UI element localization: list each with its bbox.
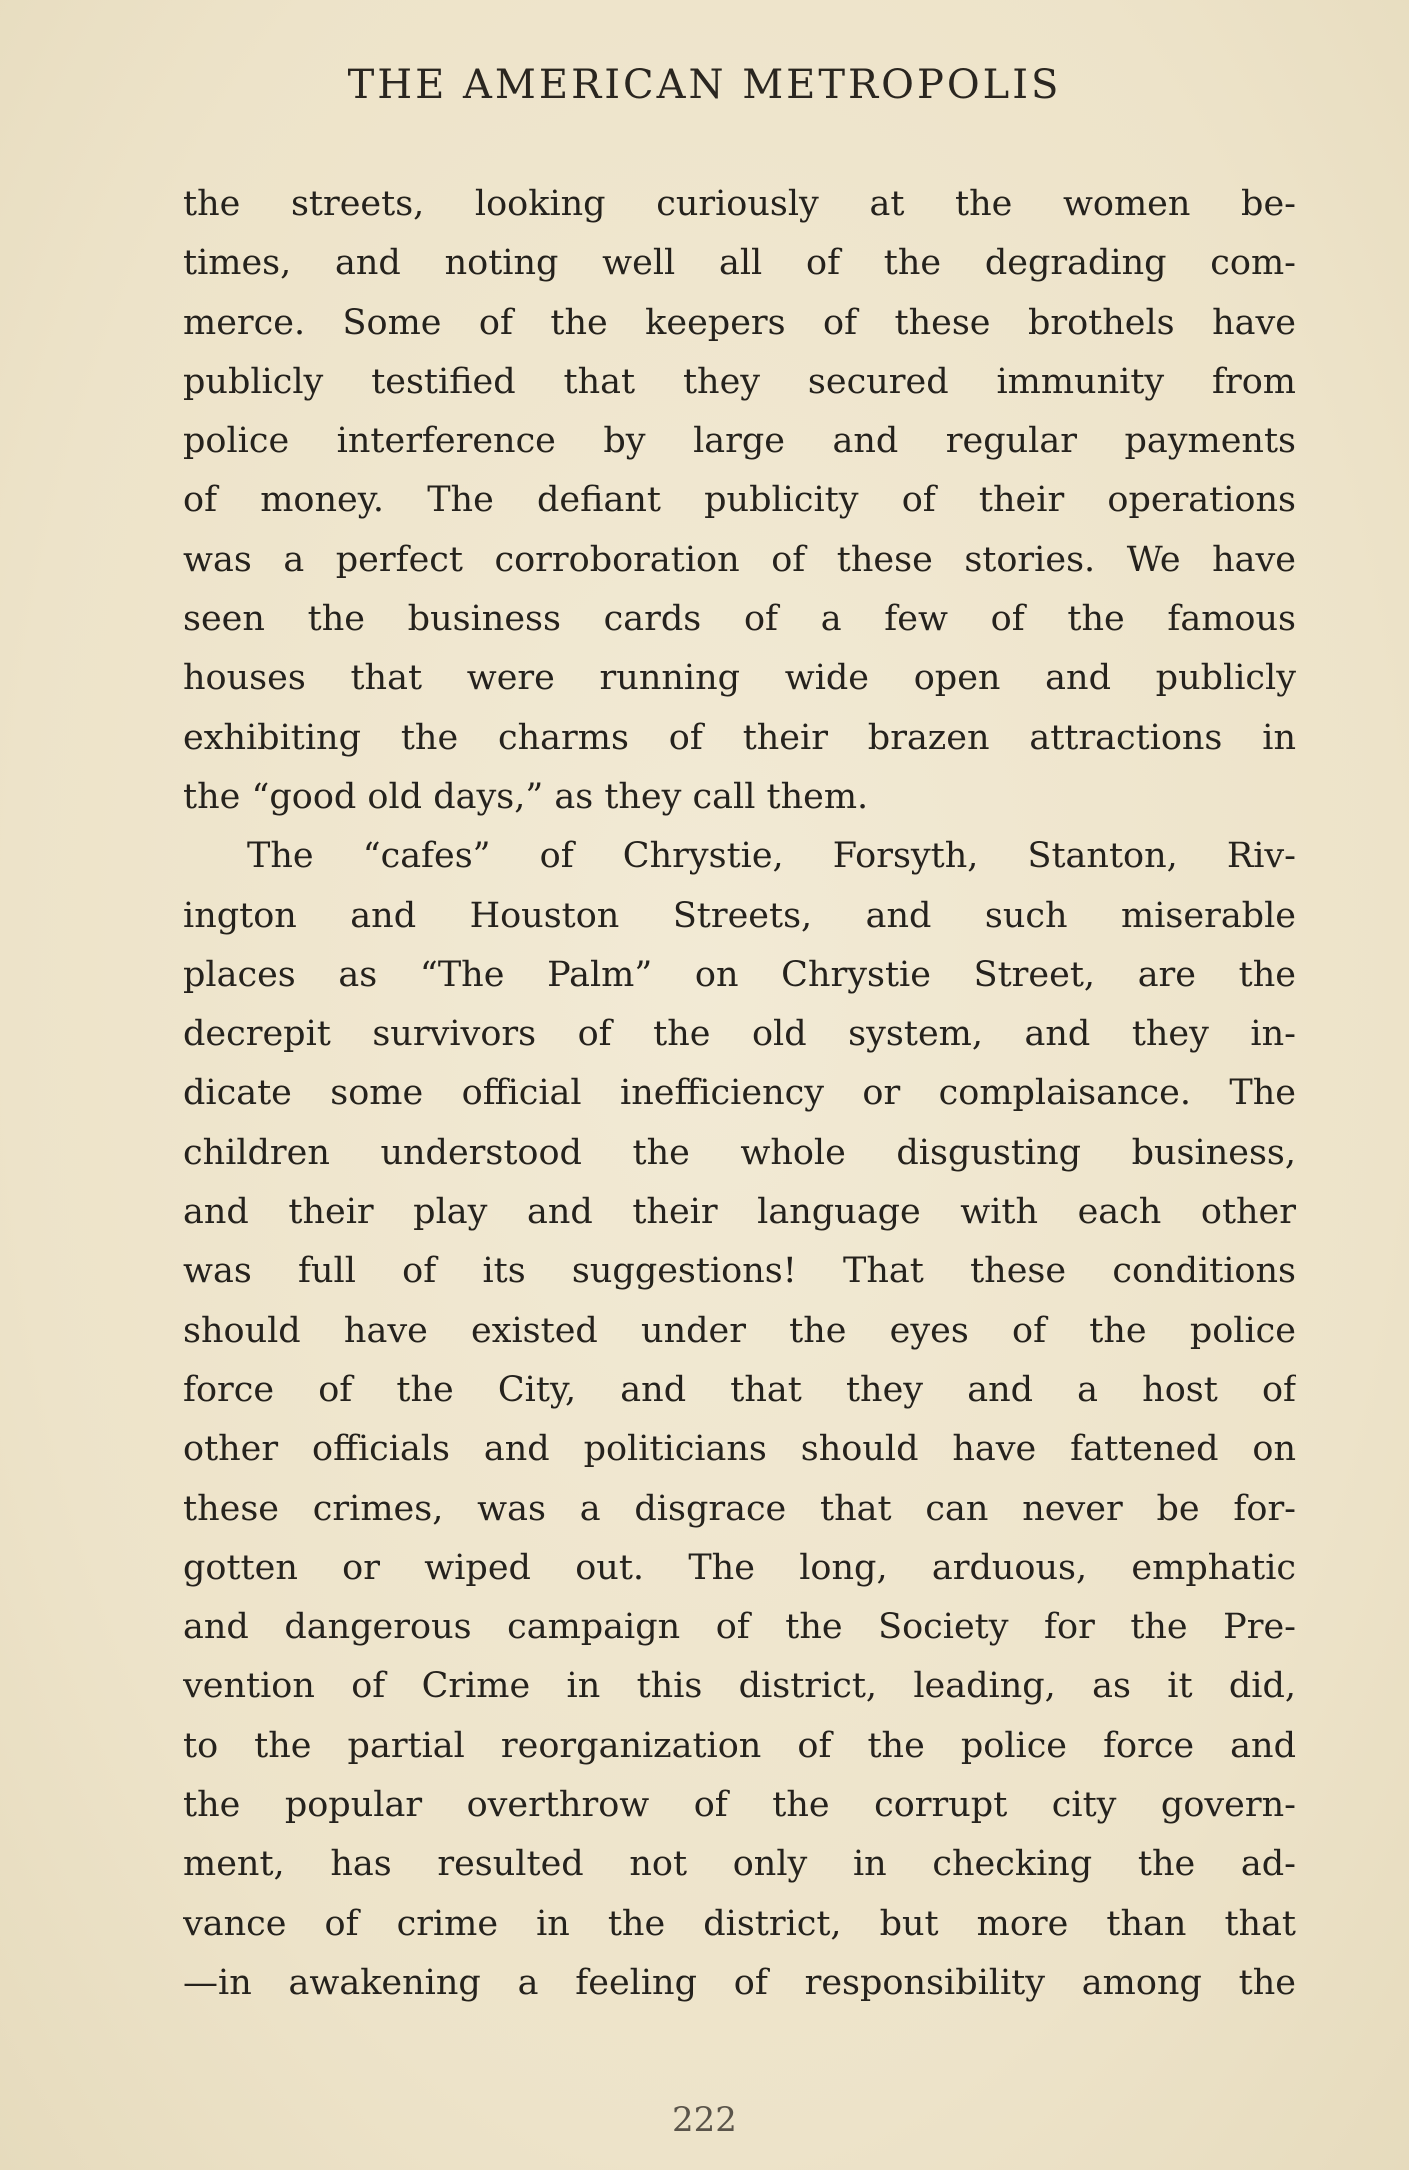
text-line: times, and noting well all of the degrading com- <box>183 243 1296 284</box>
text-line: the popular overthrow of the corrupt city govern- <box>183 1785 1296 1826</box>
text-line-paragraph-start: The “cafes” of Chrystie, Forsyth, Stanton, Riv- <box>247 836 1296 877</box>
text-line: these crimes, was a disgrace that can never be for- <box>183 1488 1296 1529</box>
text-line: and dangerous campaign of the Society for the Pre- <box>183 1607 1296 1648</box>
text-line: vance of crime in the district, but more than that <box>183 1903 1296 1944</box>
text-line: should have existed under the eyes of the police <box>183 1310 1296 1351</box>
text-line: and their play and their language with each other <box>183 1192 1296 1233</box>
text-line: —in awakening a feeling of responsibility among the <box>183 1962 1296 2003</box>
text-line-paragraph-end: the “good old days,” as they call them. <box>183 776 869 817</box>
text-line: other officials and politicians should have fattened on <box>183 1429 1296 1470</box>
text-line: to the partial reorganization of the police force and <box>183 1725 1296 1766</box>
text-line: merce. Some of the keepers of these brothels have <box>183 302 1296 343</box>
text-line: exhibiting the charms of their brazen attractions in <box>183 717 1296 758</box>
text-line: force of the City, and that they and a host of <box>183 1369 1296 1410</box>
text-line: was full of its suggestions! That these conditions <box>183 1251 1296 1292</box>
text-line: houses that were running wide open and publicly <box>183 658 1296 699</box>
running-header: THE AMERICAN METROPOLIS <box>347 62 1062 108</box>
text-line: ington and Houston Streets, and such miserable <box>183 895 1296 936</box>
text-line: ment, has resulted not only in checking the ad- <box>183 1844 1296 1885</box>
text-line: publicly testified that they secured immunity from <box>183 361 1296 402</box>
text-line: vention of Crime in this district, leading, as it did, <box>183 1666 1296 1707</box>
text-line: was a perfect corroboration of these stories. We have <box>183 539 1296 580</box>
text-line: of money. The defiant publicity of their operations <box>183 480 1296 521</box>
page-number: 222 <box>672 2100 737 2140</box>
text-line: dicate some official inefficiency or complaisance. The <box>183 1073 1296 1114</box>
text-line: children understood the whole disgusting business, <box>183 1132 1296 1173</box>
text-line: decrepit survivors of the old system, and they in- <box>183 1014 1296 1055</box>
text-line: gotten or wiped out. The long, arduous, emphatic <box>183 1547 1296 1588</box>
text-line: police interference by large and regular payments <box>183 421 1296 462</box>
text-line: places as “The Palm” on Chrystie Street, are the <box>183 954 1296 995</box>
body-text <box>183 175 1296 2013</box>
text-line: the streets, looking curiously at the women be- <box>183 184 1296 224</box>
text-line: seen the business cards of a few of the famous <box>183 599 1296 640</box>
